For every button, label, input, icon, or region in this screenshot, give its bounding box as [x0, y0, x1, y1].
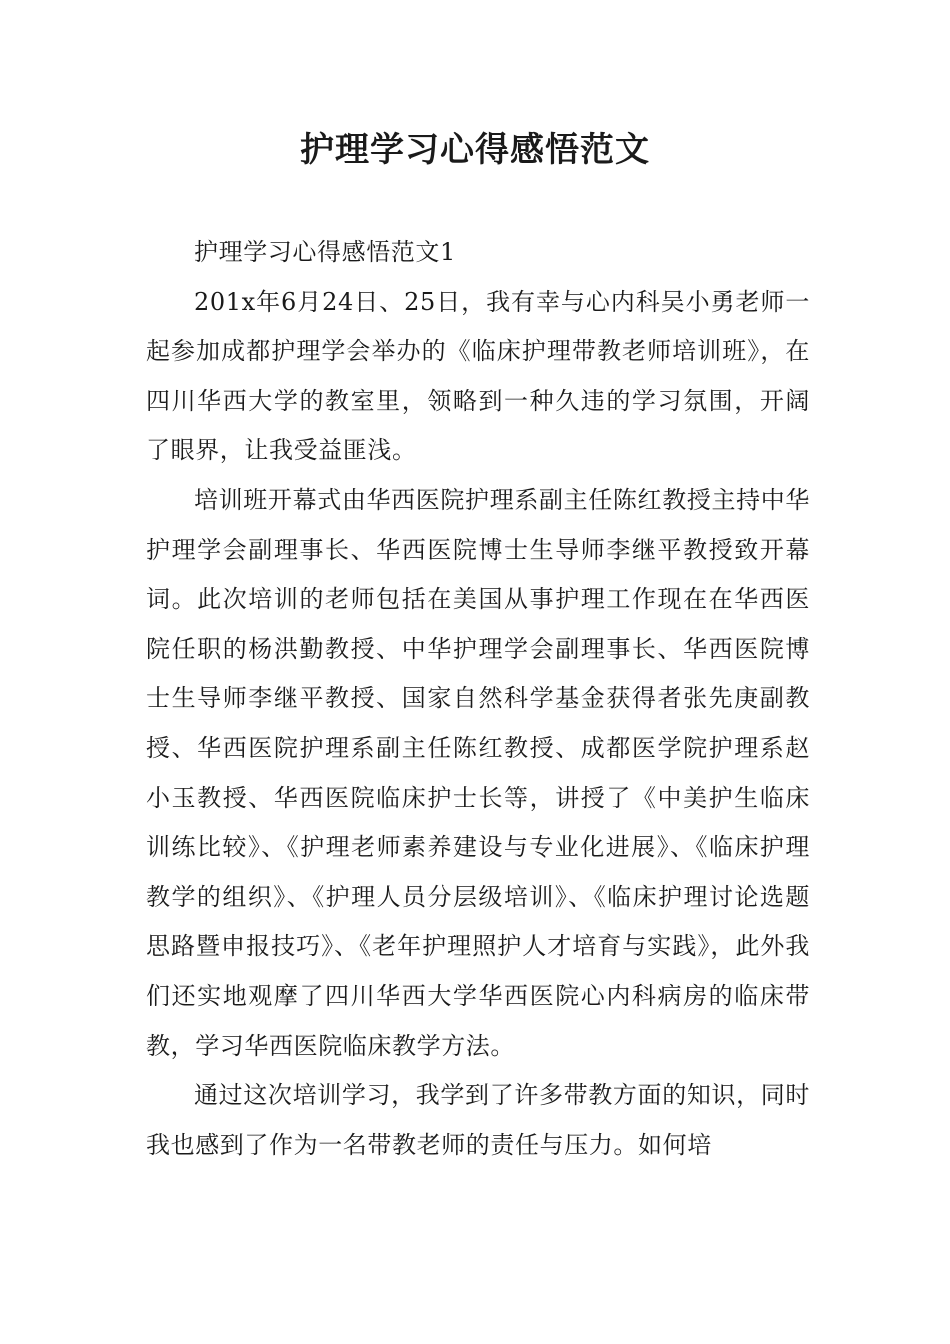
paragraph-2: 培训班开幕式由华西医院护理系副主任陈红教授主持中华护理学会副理事长、华西医院博士生导师李继平教授致开幕词。此次培训的老师包括在美国从事护理工作现在在华西医院任职的杨洪勤教授、中华护理学会副理事长、华西医院博士生导师李继平教授、国家自然科学基金获得者张先庚副教授、华西医院护理系副主任陈红教授、成都医学院护理系赵小玉教授、华西医院临床护士长等，讲授了《中美护生临床训练比较》、《护理老师素养建设与专业化进展》、《临床护理教学的组织》、《护理人员分层级培训》、《临床护理讨论选题思路暨申报技巧》、《老年护理照护人才培育与实践》，此外我们还实地观摩了四川华西大学华西医院心内科病房的临床带教，学习华西医院临床教学方法。 — [146, 485, 810, 1060]
paragraph-heading: 护理学习心得感悟范文1 — [194, 238, 456, 266]
document-body — [146, 228, 810, 1170]
paragraph-3: 通过这次培训学习，我学到了许多带教方面的知识，同时我也感到了作为一名带教老师的责任与压力。如何培 — [146, 1081, 810, 1159]
paragraph-1: 201x年6月24日、25日，我有幸与心内科吴小勇老师一起参加成都护理学会举办的《临床护理带教老师培训班》，在四川华西大学的教室里，领略到一种久违的学习氛围，开阔了眼界，让我受益匪浅。 — [146, 287, 810, 465]
document-title: 护理学习心得感悟范文 — [300, 130, 650, 170]
